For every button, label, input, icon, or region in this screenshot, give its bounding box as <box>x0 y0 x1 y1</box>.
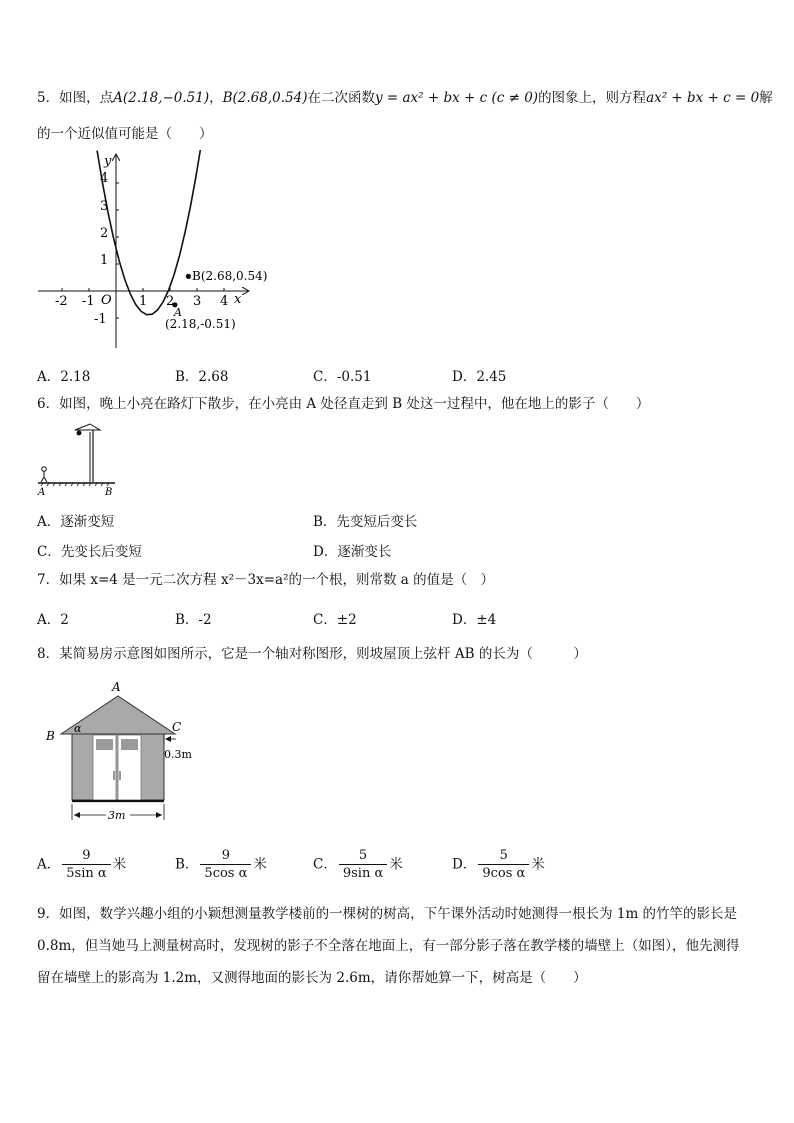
q5-option-b[interactable]: B．2.68 <box>175 369 229 385</box>
q5-text-2: 在二次函数 <box>307 90 375 106</box>
fraction <box>200 848 251 882</box>
point-b-label: B(2.68,0.54) <box>192 269 268 283</box>
point-a-label: A <box>174 306 182 319</box>
q7-option-b[interactable]: B．-2 <box>175 612 212 628</box>
q8-option-b[interactable] <box>175 848 267 882</box>
q5-point-a: A(2.18,−0.51) <box>113 90 210 106</box>
unit: 米 <box>531 856 545 873</box>
q5-parabola-graph <box>30 150 280 355</box>
fraction <box>339 848 387 882</box>
unit: 米 <box>253 856 267 873</box>
numerator: 9 <box>221 848 231 863</box>
q6-stem: 6．如图，晚上小亮在路灯下散步，在小亮由 A 处径直走到 B 处这一过程中，他在地上的影子（ ） <box>37 396 650 412</box>
q5-point-b: B(2.68,0.54) <box>222 90 308 106</box>
point-a-label: A <box>112 680 121 694</box>
person-head <box>42 467 47 472</box>
denominator: 5sin α <box>62 864 110 882</box>
q9-stem-line1: 9．如图，数学兴趣小组的小颖想测量教学楼前的一棵树的树高，下午课外活动时她测得一根长为 1m 的竹竿的影长是 <box>37 906 738 922</box>
numerator: 5 <box>499 848 508 863</box>
point-a-coord: (2.18,-0.51) <box>165 317 236 331</box>
xtick-label: 4 <box>220 294 229 309</box>
width-label: 3m <box>108 809 126 822</box>
xtick-label: -1 <box>82 294 95 309</box>
ytick-label: 3 <box>100 199 109 214</box>
point-b-dot <box>186 274 191 279</box>
q6-street-lamp-figure <box>33 420 123 500</box>
lamp-bulb <box>77 431 82 436</box>
y-axis-label: y <box>104 154 112 169</box>
q6-option-c[interactable]: C．先变长后变短 <box>37 544 142 560</box>
q8-option-c[interactable] <box>313 848 403 882</box>
option-letter: A． <box>37 856 61 873</box>
angle-alpha-label: α <box>74 722 82 735</box>
q9-stem-line3: 留在墙壁上的影高为 1.2m，又测得地面的影长为 2.6m，请你帮她算一下，树高是（ ） <box>37 970 587 986</box>
ytick-label: 4 <box>100 171 109 186</box>
q9-stem-line2: 0.8m，但当她马上测量树高时，发现树的影子不全落在地面上，有一部分影子落在教学楼的墙壁上（如图），他先测得 <box>37 938 740 954</box>
q5-equation: ax² + bx + c = 0 <box>646 90 760 106</box>
xtick-label: -2 <box>55 294 68 309</box>
lamp-head <box>75 424 100 430</box>
q5-stem-line2: 的一个近似值可能是（ ） <box>37 126 213 142</box>
right-door-window <box>121 739 138 750</box>
xtick-label: 3 <box>193 294 202 309</box>
q5-comma: ， <box>209 90 223 106</box>
x-axis-label: x <box>234 292 242 307</box>
numerator: 9 <box>82 848 91 863</box>
option-letter: B． <box>175 856 199 873</box>
fraction <box>478 848 529 882</box>
q5-option-c[interactable]: C．-0.51 <box>313 369 372 385</box>
q5-option-a[interactable]: A．2.18 <box>37 369 91 385</box>
point-b-label: B <box>105 487 113 498</box>
q5-number: 5． <box>37 90 60 106</box>
q8-option-d[interactable] <box>452 848 545 882</box>
q6-option-b[interactable]: B．先变短后变长 <box>313 514 418 530</box>
unit: 米 <box>389 856 403 873</box>
ytick-label: 1 <box>100 253 109 268</box>
q5-function: y = ax² + bx + c (c ≠ 0) <box>374 90 539 106</box>
q5-option-d[interactable]: D．2.45 <box>452 369 507 385</box>
q8-house-figure <box>40 672 200 832</box>
q5-text-3: 的图象上，则方程 <box>538 90 647 106</box>
origin-label: O <box>101 293 112 308</box>
numerator: 5 <box>358 848 368 863</box>
option-letter: D． <box>452 856 477 873</box>
option-letter: C． <box>313 856 337 873</box>
denominator: 9cos α <box>478 864 529 882</box>
unit: 米 <box>112 856 127 873</box>
point-b-label: B <box>46 729 55 743</box>
denominator: 9sin α <box>339 864 387 882</box>
q8-stem: 8．某简易房示意图如图所示，它是一个轴对称图形，则坡屋顶上弦杆 AB 的长为（ ） <box>37 646 587 662</box>
ytick-label: 2 <box>100 226 109 241</box>
denominator: 5cos α <box>200 864 251 882</box>
q6-option-a[interactable]: A．逐渐变短 <box>37 514 115 530</box>
q5-text-1: 如图，点 <box>59 90 114 106</box>
q6-option-d[interactable]: D．逐渐变长 <box>313 544 392 560</box>
point-c-label: C <box>172 720 182 734</box>
parabola-curve <box>97 150 201 315</box>
left-door-window <box>96 739 113 750</box>
point-a-label: A <box>38 487 46 498</box>
q7-stem: 7．如果 x=4 是一元二次方程 x²－3x=a²的一个根，则常数 a 的值是（ ） <box>37 572 495 588</box>
q7-option-c[interactable]: C．±2 <box>313 612 357 628</box>
fraction <box>62 848 110 882</box>
xtick-label: 2 <box>166 294 175 309</box>
q5-stem-line1 <box>37 88 773 108</box>
xtick-label: 1 <box>139 294 148 309</box>
q8-option-a[interactable] <box>37 848 126 882</box>
ytick-label: -1 <box>94 312 107 327</box>
q7-option-a[interactable]: A．2 <box>37 612 69 628</box>
q5-text-4: 解 <box>759 90 773 106</box>
q7-option-d[interactable]: D．±4 <box>452 612 497 628</box>
overhang-label: 0.3m <box>164 748 192 761</box>
